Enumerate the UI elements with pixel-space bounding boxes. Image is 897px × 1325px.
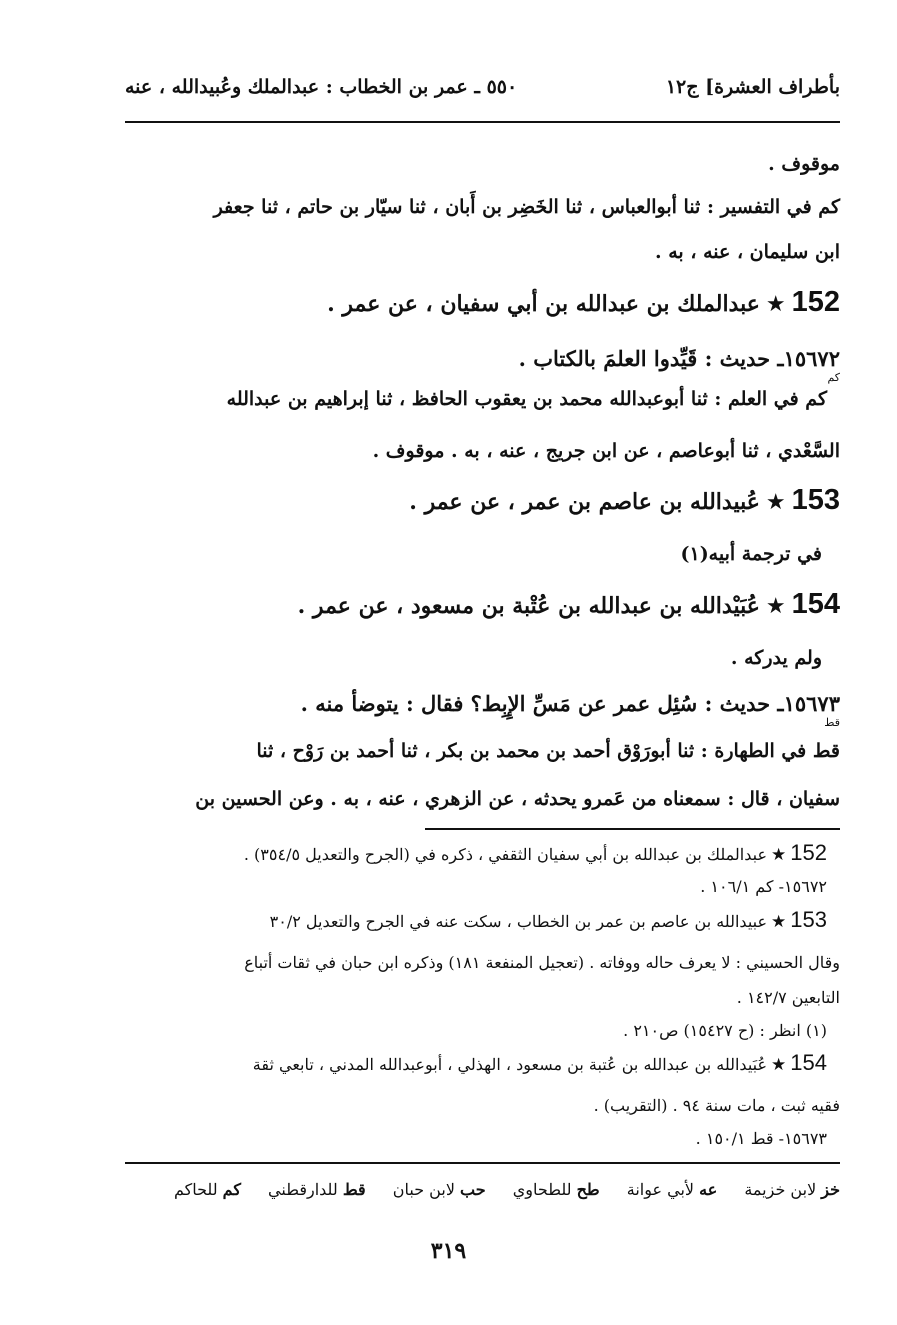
- hadith-number: ١٥٦٧٣ قط: [784, 691, 840, 716]
- text-line-7: ولم يدركه .: [730, 647, 822, 669]
- text-line-2: كم في التفسير : ثنا أبوالعباس ، ثنا الخَضِر بن أَبان ، ثنا سيّار بن حاتم ، ثنا جعفر: [213, 196, 840, 218]
- running-header: [125, 76, 840, 106]
- text-line-1: موقوف .: [768, 153, 840, 175]
- entry-154: [125, 590, 840, 621]
- entry-153: [125, 486, 840, 517]
- entry-152: [125, 288, 840, 319]
- footnote-rule: [425, 828, 840, 830]
- star-icon: ★: [765, 594, 786, 619]
- footnote-153: 153★عبيدالله بن عاصم بن عمر بن الخطاب ، سكت عنه في الجرح والتعديل ٣٠/٢: [269, 907, 827, 932]
- entry-title: عُبيدالله بن عاصم بن عمر ، عن عمر .: [409, 489, 760, 515]
- entry-number: 152: [791, 286, 840, 318]
- abbr-2: طح للطحاوي: [512, 1180, 600, 1199]
- star-icon: ★: [771, 845, 787, 865]
- abbr-4: قط للدارقطني: [268, 1180, 366, 1199]
- hadith-source-code: قط: [824, 716, 840, 729]
- abbreviations-rule: [125, 1162, 840, 1164]
- abbr-0: خز لابن خزيمة: [744, 1180, 840, 1199]
- text-line-5: السَّعْدي ، ثنا أبوعاصم ، عن ابن جريج ، عنه ، به . موقوف .: [372, 440, 840, 462]
- star-icon: ★: [765, 292, 786, 317]
- page-number: ٣١٩: [430, 1238, 467, 1264]
- hadith-text: ـ حديث : قَيِّدوا العلمَ بالكتاب .: [518, 346, 784, 371]
- text-line-3: ابن سليمان ، عنه ، به .: [655, 241, 840, 263]
- footnote-154-line-2: فقيه ثبت ، مات سنة ٩٤ . (التقريب) .: [593, 1096, 840, 1115]
- abbreviations-key: [125, 1180, 840, 1199]
- entry-title: عُبَيْدالله بن عبدالله بن عُتْبة بن مسعود ، عن عمر .: [297, 593, 760, 619]
- abbr-5: كم للحاكم: [173, 1180, 241, 1199]
- entry-number: 153: [791, 484, 840, 516]
- footnote-153-line-2: وقال الحسيني : لا يعرف حاله ووفاته . (تعجيل المنفعة ١٨١) وذكره ابن حبان في ثقات أتباع: [244, 953, 840, 972]
- footnote-note-1: (١) انظر : (ح ١٥٤٢٧) ص٢١٠ .: [623, 1021, 827, 1040]
- footnote-154-ref: ١٥٦٧٣- قط ١٥٠/١ .: [695, 1129, 827, 1148]
- footnote-152: 152★عبدالملك بن عبدالله بن أبي سفيان الثقفي ، ذكره في (الجرح والتعديل ٣٥٤/٥) .: [243, 840, 827, 865]
- text-line-8: قط في الطهارة : ثنا أبورَوْق أحمد بن محمد بن بكر ، ثنا أحمد بن رَوْح ، ثنا: [256, 740, 840, 762]
- text-line-4: كم في العلم : ثنا أبوعبدالله محمد بن يعقوب الحافظ ، ثنا إبراهيم بن عبدالله: [226, 388, 827, 410]
- star-icon: ★: [771, 1055, 787, 1075]
- header-rule: [125, 121, 840, 123]
- footnote-154: 154★عُبَيدالله بن عبدالله بن عُتبة بن مسعود ، الهذلي ، أبوعبدالله المدني ، تابعي ثقة: [252, 1050, 827, 1075]
- abbr-1: عه لأبي عوانة: [626, 1180, 718, 1199]
- star-icon: ★: [765, 490, 786, 515]
- text-line-6: في ترجمة أبيه(١): [680, 543, 822, 565]
- text-line-9: سفيان ، قال : سمعناه من عَمرو يحدثه ، عن الزهري ، عنه ، به . وعن الحسين بن: [195, 788, 840, 810]
- hadith-source-code: كم: [827, 371, 840, 384]
- header-section: ٥٥٠ ـ عمر بن الخطاب : عبدالملك وعُبيدالله ، عنه: [125, 76, 518, 98]
- entry-number: 154: [791, 588, 840, 620]
- footnote-152-ref: ١٥٦٧٢- كم ١٠٦/١ .: [700, 877, 827, 896]
- footnote-153-line-3: التابعين ١٤٢/٧ .: [736, 988, 840, 1007]
- hadith-number: ١٥٦٧٢ كم: [784, 346, 840, 371]
- abbr-3: حب لابن حبان: [392, 1180, 486, 1199]
- hadith-15673: [125, 690, 840, 729]
- entry-title: عبدالملك بن عبدالله بن أبي سفيان ، عن عمر .: [327, 291, 760, 317]
- header-volume: بأطراف العشرة] ج١٢: [665, 76, 840, 98]
- hadith-text: ـ حديث : سُئِل عمر عن مَسِّ الإِبِط؟ فقال : يتوضأ منه .: [300, 691, 784, 716]
- star-icon: ★: [771, 912, 787, 932]
- hadith-15672: [125, 345, 840, 384]
